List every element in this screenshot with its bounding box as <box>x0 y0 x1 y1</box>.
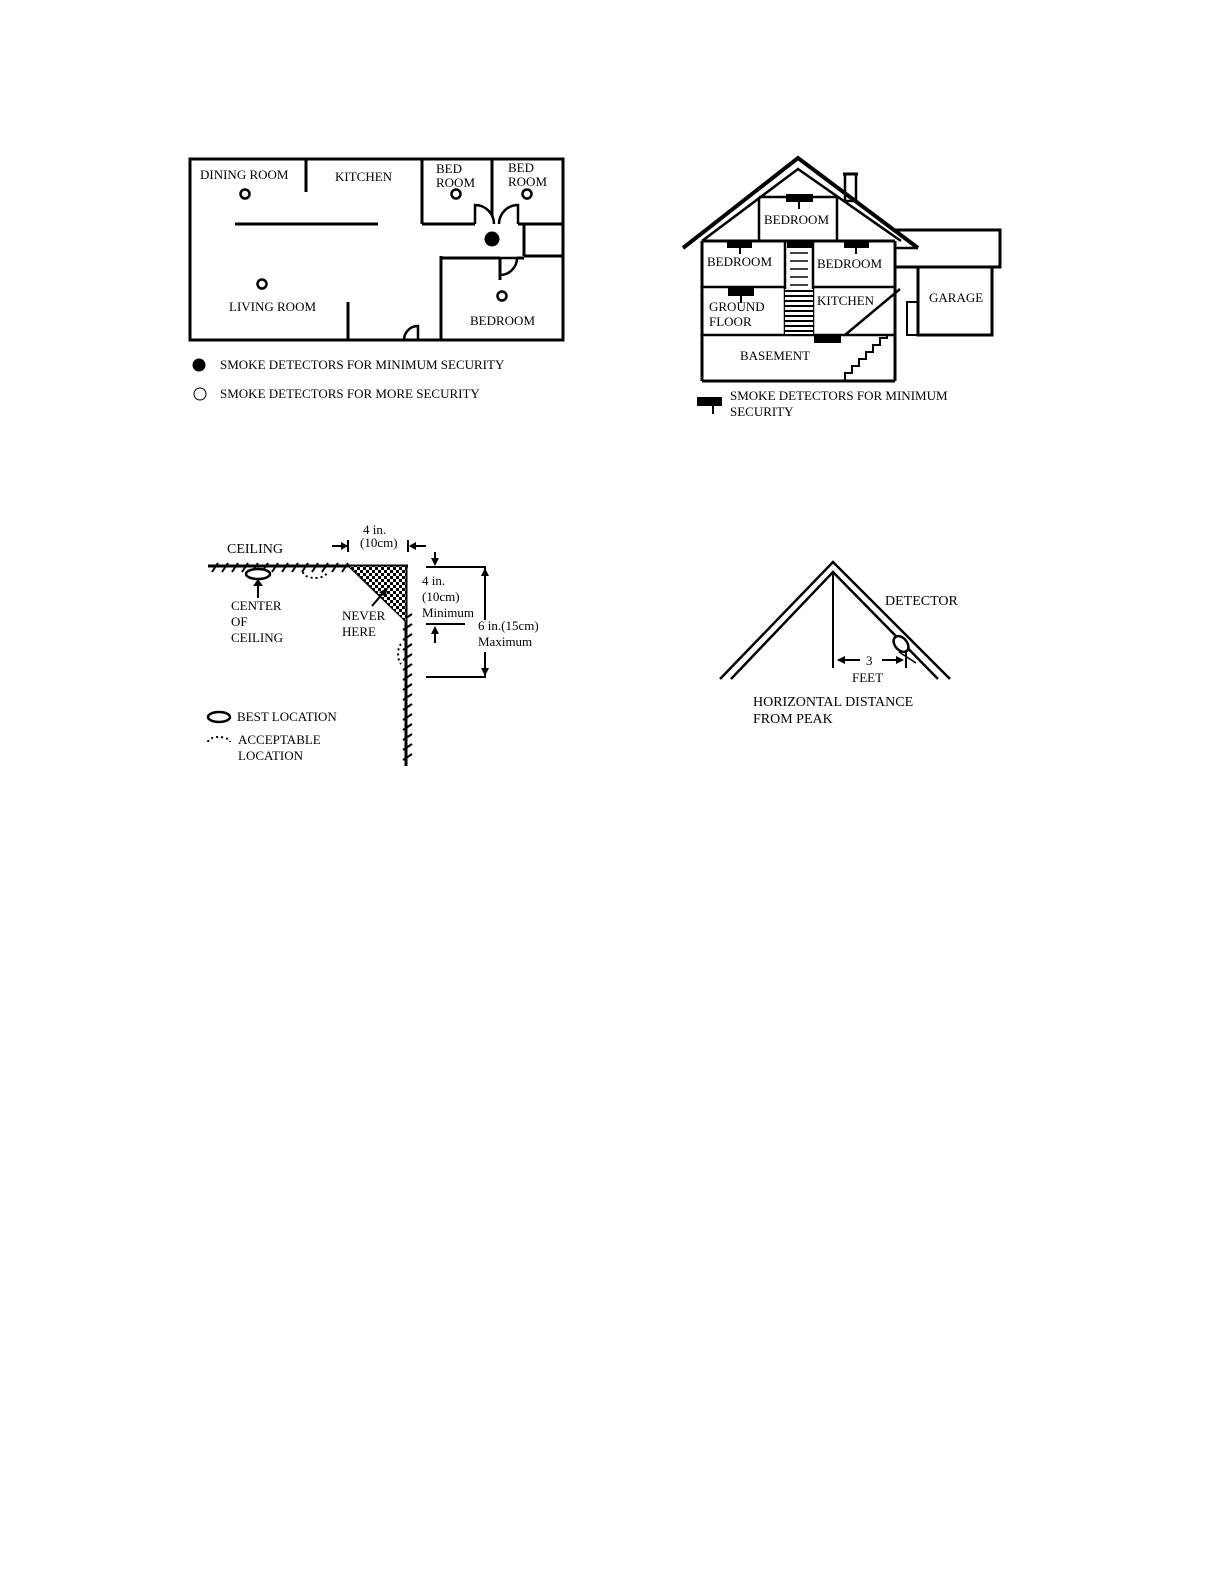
room-label-garage: GARAGE <box>929 290 984 305</box>
room-label-bedroom-right: BEDROOM <box>817 256 883 271</box>
center-of-ceiling-label: CENTER <box>231 598 282 613</box>
legend-best-location: BEST LOCATION <box>237 709 337 724</box>
legend-acceptable-location-icon <box>208 737 230 742</box>
house-smoke-detector <box>844 240 869 248</box>
minimum-gap-label: Minimum <box>422 605 475 620</box>
detector-label: DETECTOR <box>885 594 958 609</box>
smoke-detector-more-security <box>241 190 250 199</box>
smoke-detector-more-security <box>452 190 461 199</box>
legend-minimum-security: SMOKE DETECTORS FOR MINIMUM <box>730 388 948 403</box>
legend-more-security: SMOKE DETECTORS FOR MORE SECURITY <box>220 386 480 401</box>
center-of-ceiling-label: CEILING <box>231 630 283 645</box>
room-label-dining-room: DINING ROOM <box>200 167 289 182</box>
never-here-label: NEVER <box>342 608 386 623</box>
center-of-ceiling-label: OF <box>231 614 248 629</box>
room-label-bedroom-top: BEDROOM <box>764 212 830 227</box>
room-label-bedroom: BEDROOM <box>470 313 536 328</box>
house-smoke-detector <box>814 335 841 343</box>
room-label-bed-room-1: BED <box>436 161 462 176</box>
peak-diagram <box>720 562 950 679</box>
maximum-gap-label: Maximum <box>478 634 533 649</box>
room-label-bed-room-2: BED <box>508 160 534 175</box>
legend-minimum-security-icon <box>193 359 206 372</box>
distance-unit: FEET <box>852 670 884 685</box>
room-label-kitchen: KITCHEN <box>817 293 875 308</box>
roof-outer <box>720 562 950 679</box>
smoke-detector-more-security <box>258 280 267 289</box>
minimum-gap-label: (10cm) <box>422 589 460 604</box>
legend-acceptable-location: LOCATION <box>238 748 303 763</box>
maximum-gap-label: 6 in.(15cm) <box>478 618 539 633</box>
legend-best-location-icon <box>208 712 230 722</box>
room-label-ground-floor: FLOOR <box>709 314 752 329</box>
legend-minimum-security: SMOKE DETECTORS FOR MINIMUM SECURITY <box>220 357 505 372</box>
acceptable-location-icon <box>398 644 401 664</box>
minimum-gap-label: 4 in. <box>422 573 446 588</box>
house-smoke-detector <box>728 288 754 296</box>
house-smoke-detector <box>786 194 813 202</box>
room-label-kitchen: KITCHEN <box>335 169 393 184</box>
smoke-detector-minimum-security <box>485 232 499 246</box>
room-label-bed-room-1: ROOM <box>436 175 476 190</box>
room-label-bed-room-2: ROOM <box>508 174 548 189</box>
best-location-icon <box>246 569 270 579</box>
peak-caption: FROM PEAK <box>753 712 833 727</box>
room-label-basement: BASEMENT <box>740 348 811 363</box>
legend-minimum-security: SECURITY <box>730 404 794 419</box>
house-section-legend <box>697 388 948 419</box>
legend-minimum-security-icon <box>697 397 722 406</box>
room-label-bedroom-left: BEDROOM <box>707 254 773 269</box>
smoke-detector-more-security <box>498 292 507 301</box>
ceiling-diagram-legend <box>208 709 337 763</box>
room-label-ground-floor: GROUND <box>709 299 765 314</box>
peak-caption: HORIZONTAL DISTANCE <box>753 695 914 710</box>
distance-value: 3 <box>866 653 873 668</box>
acceptable-location-icon <box>303 572 327 578</box>
house-smoke-detector <box>727 240 752 248</box>
room-label-living-room: LIVING ROOM <box>229 299 317 314</box>
legend-more-security-icon <box>194 388 206 400</box>
smoke-detector-more-security <box>523 190 532 199</box>
horizontal-gap-label: 4 in. <box>363 522 387 537</box>
floor-plan-legend <box>193 357 505 401</box>
never-here-label: HERE <box>342 624 376 639</box>
house-smoke-detector <box>787 240 812 248</box>
legend-acceptable-location: ACCEPTABLE <box>238 732 321 747</box>
horizontal-gap-label: (10cm) <box>360 535 398 550</box>
ceiling-label: CEILING <box>227 542 283 557</box>
